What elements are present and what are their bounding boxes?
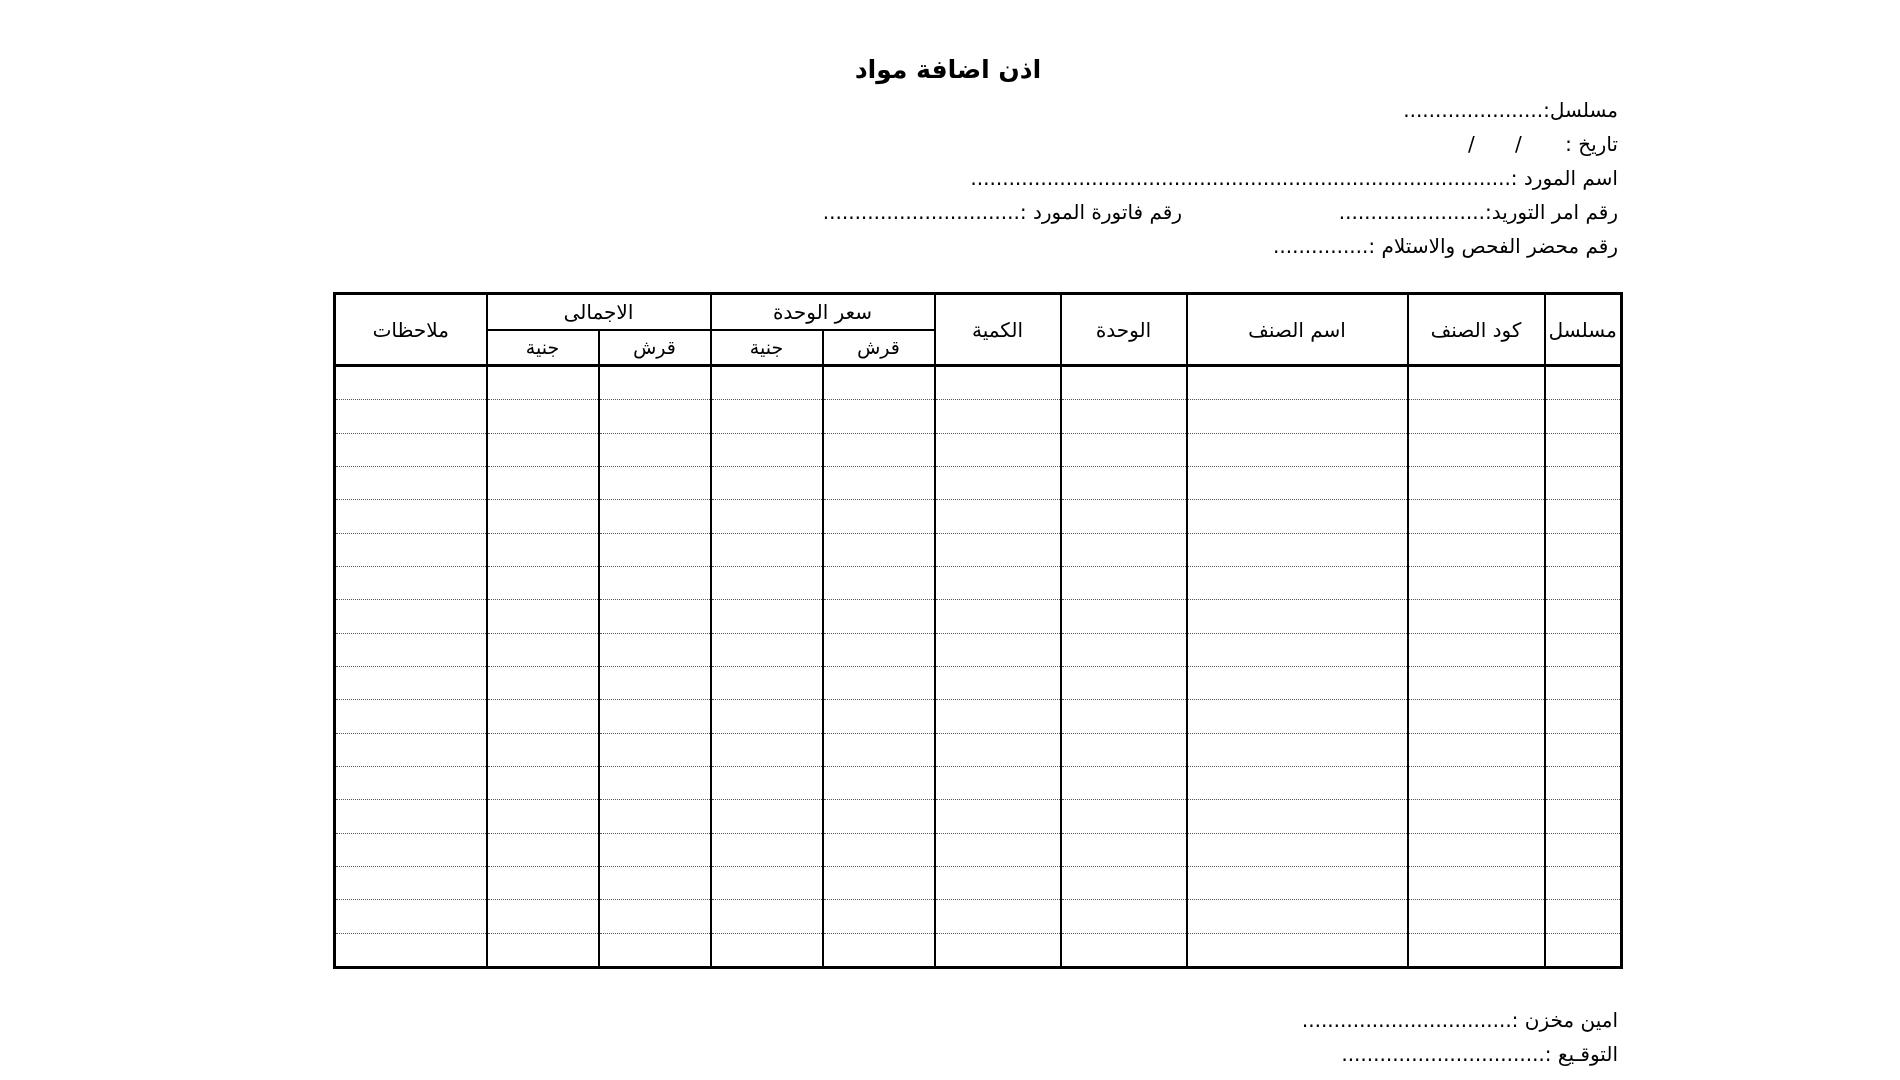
table-cell[interactable] [1408, 733, 1545, 766]
table-cell[interactable] [1187, 833, 1408, 866]
table-cell[interactable] [1545, 900, 1622, 933]
table-cell[interactable] [823, 900, 935, 933]
table-cell[interactable] [599, 433, 711, 466]
table-cell[interactable] [935, 533, 1061, 566]
supplier-invoice-text: رقم فاتورة المورد :............................... [822, 200, 1182, 224]
table-cell[interactable] [1545, 566, 1622, 599]
table-cell[interactable] [711, 500, 823, 533]
table-row [335, 633, 1622, 666]
table-cell[interactable] [711, 766, 823, 799]
table-cell[interactable] [935, 566, 1061, 599]
table-cell[interactable] [823, 733, 935, 766]
table-cell[interactable] [1408, 600, 1545, 633]
table-row [335, 366, 1622, 400]
table-cell[interactable] [1408, 833, 1545, 866]
table-cell[interactable] [487, 500, 599, 533]
table-cell[interactable] [1408, 433, 1545, 466]
table-cell[interactable] [823, 633, 935, 666]
header-unit: الوحدة [1061, 294, 1187, 366]
date-separator-1: / [1515, 132, 1522, 156]
date-separator-2: / [1468, 132, 1475, 156]
table-cell[interactable] [1408, 866, 1545, 899]
table-row [335, 666, 1622, 699]
table-cell[interactable] [823, 666, 935, 699]
table-cell[interactable] [935, 766, 1061, 799]
table-cell[interactable] [487, 366, 599, 400]
table-cell[interactable] [1187, 500, 1408, 533]
table-cell[interactable] [599, 733, 711, 766]
table-cell[interactable] [823, 466, 935, 499]
table-cell[interactable] [487, 700, 599, 733]
table-cell[interactable] [823, 500, 935, 533]
subheader-price-pound: جنية [711, 330, 823, 366]
table-cell[interactable] [1187, 566, 1408, 599]
table-cell[interactable] [935, 700, 1061, 733]
table-cell[interactable] [487, 933, 599, 967]
supply-order-field [1339, 197, 1618, 227]
table-cell[interactable] [1061, 766, 1187, 799]
table-cell[interactable] [487, 733, 599, 766]
table-row [335, 600, 1622, 633]
table-cell[interactable] [1545, 500, 1622, 533]
table-cell[interactable] [823, 933, 935, 967]
table-cell[interactable] [1545, 866, 1622, 899]
table-row [335, 766, 1622, 799]
table-cell[interactable] [711, 666, 823, 699]
table-row [335, 800, 1622, 833]
table-cell[interactable] [599, 633, 711, 666]
table-cell[interactable] [1061, 600, 1187, 633]
supplier-name-text: اسم المورد :..................................................................................... [970, 166, 1618, 190]
date-field [1565, 129, 1618, 159]
table-cell[interactable] [1408, 400, 1545, 433]
table-cell[interactable] [1545, 533, 1622, 566]
table-cell[interactable] [1187, 533, 1408, 566]
table-cell[interactable] [487, 666, 599, 699]
table-cell[interactable] [711, 600, 823, 633]
table-cell[interactable] [1187, 400, 1408, 433]
table-cell[interactable] [935, 400, 1061, 433]
table-cell[interactable] [1408, 533, 1545, 566]
storekeeper-text: امين مخزن :................................. [1301, 1008, 1618, 1032]
table-cell[interactable] [335, 866, 487, 899]
document-title: اذن اضافة مواد [854, 55, 1042, 84]
table-cell[interactable] [599, 566, 711, 599]
table-cell[interactable] [599, 600, 711, 633]
table-cell[interactable] [1408, 800, 1545, 833]
table-cell[interactable] [335, 600, 487, 633]
signature-field [1341, 1039, 1618, 1069]
table-cell[interactable] [1545, 700, 1622, 733]
table-cell[interactable] [711, 700, 823, 733]
table-cell[interactable] [823, 866, 935, 899]
table-cell[interactable] [335, 833, 487, 866]
table-cell[interactable] [335, 433, 487, 466]
table-row [335, 400, 1622, 433]
table-cell[interactable] [1408, 766, 1545, 799]
subheader-total-pound: جنية [487, 330, 599, 366]
table-cell[interactable] [1545, 766, 1622, 799]
table-cell[interactable] [599, 700, 711, 733]
table-cell[interactable] [1545, 933, 1622, 967]
table-cell[interactable] [1545, 400, 1622, 433]
table-cell[interactable] [335, 400, 487, 433]
table-cell[interactable] [1061, 500, 1187, 533]
table-cell[interactable] [935, 733, 1061, 766]
table-cell[interactable] [711, 633, 823, 666]
table-cell[interactable] [487, 533, 599, 566]
table-cell[interactable] [487, 633, 599, 666]
table-cell[interactable] [1408, 566, 1545, 599]
table-cell[interactable] [711, 833, 823, 866]
table-row [335, 466, 1622, 499]
subheader-total-piaster: قرش [599, 330, 711, 366]
table-cell[interactable] [335, 466, 487, 499]
table-cell[interactable] [711, 366, 823, 400]
table-cell[interactable] [599, 800, 711, 833]
table-cell[interactable] [1545, 466, 1622, 499]
table-cell[interactable] [335, 566, 487, 599]
table-cell[interactable] [935, 833, 1061, 866]
table-cell[interactable] [1187, 866, 1408, 899]
table-cell[interactable] [335, 533, 487, 566]
table-cell[interactable] [1061, 400, 1187, 433]
table-cell[interactable] [711, 866, 823, 899]
table-body [335, 366, 1622, 968]
table-cell[interactable] [335, 666, 487, 699]
table-cell[interactable] [1408, 633, 1545, 666]
table-cell[interactable] [335, 500, 487, 533]
header-quantity: الكمية [935, 294, 1061, 366]
table-row [335, 700, 1622, 733]
table-cell[interactable] [935, 666, 1061, 699]
table-cell[interactable] [487, 833, 599, 866]
header-total: الاجمالى [487, 294, 711, 331]
table-cell[interactable] [1408, 666, 1545, 699]
table-cell[interactable] [711, 566, 823, 599]
table-row [335, 433, 1622, 466]
table-cell[interactable] [1061, 533, 1187, 566]
table-cell[interactable] [711, 433, 823, 466]
signature-text: التوقـيع :................................ [1341, 1042, 1618, 1066]
table-cell[interactable] [823, 833, 935, 866]
table-cell[interactable] [335, 800, 487, 833]
table-cell[interactable] [935, 466, 1061, 499]
table-cell[interactable] [487, 866, 599, 899]
table-cell[interactable] [1545, 433, 1622, 466]
table-cell[interactable] [1408, 466, 1545, 499]
table-cell[interactable] [1408, 366, 1545, 400]
table-cell[interactable] [487, 800, 599, 833]
table-cell[interactable] [935, 800, 1061, 833]
table-cell[interactable] [335, 733, 487, 766]
table-cell[interactable] [711, 800, 823, 833]
table-cell[interactable] [1408, 933, 1545, 967]
table-cell[interactable] [487, 900, 599, 933]
header-item-code: كود الصنف [1408, 294, 1545, 366]
table-cell[interactable] [599, 666, 711, 699]
table-row [335, 500, 1622, 533]
table-cell[interactable] [1061, 633, 1187, 666]
table-cell[interactable] [1061, 433, 1187, 466]
table-row [335, 566, 1622, 599]
table-cell[interactable] [1545, 666, 1622, 699]
table-cell[interactable] [823, 800, 935, 833]
table-row [335, 533, 1622, 566]
table-cell[interactable] [823, 433, 935, 466]
table-cell[interactable] [1187, 800, 1408, 833]
table-cell[interactable] [1187, 366, 1408, 400]
table-cell[interactable] [487, 600, 599, 633]
table-cell[interactable] [1061, 800, 1187, 833]
table-cell[interactable] [823, 533, 935, 566]
table-row [335, 833, 1622, 866]
table-row [335, 866, 1622, 899]
table-cell[interactable] [1187, 433, 1408, 466]
table-cell[interactable] [711, 466, 823, 499]
table-cell[interactable] [335, 366, 487, 400]
table-row [335, 733, 1622, 766]
header-item-name: اسم الصنف [1187, 294, 1408, 366]
table-cell[interactable] [335, 933, 487, 967]
table-cell[interactable] [935, 366, 1061, 400]
table-cell[interactable] [599, 866, 711, 899]
table-cell[interactable] [335, 900, 487, 933]
table-cell[interactable] [487, 433, 599, 466]
table-cell[interactable] [823, 600, 935, 633]
table-cell[interactable] [1187, 733, 1408, 766]
serial-field [1403, 95, 1618, 125]
table-cell[interactable] [935, 500, 1061, 533]
table-cell[interactable] [599, 766, 711, 799]
table-cell[interactable] [823, 366, 935, 400]
table-cell[interactable] [935, 933, 1061, 967]
supply-order-text: رقم امر التوريد:....................... [1338, 200, 1618, 224]
table-cell[interactable] [935, 433, 1061, 466]
table-cell[interactable] [487, 566, 599, 599]
table-cell[interactable] [599, 366, 711, 400]
table-cell[interactable] [1187, 900, 1408, 933]
table-cell[interactable] [1545, 733, 1622, 766]
table-cell[interactable] [487, 400, 599, 433]
supplier-invoice-field [823, 197, 1182, 227]
table-cell[interactable] [935, 866, 1061, 899]
table-cell[interactable] [935, 900, 1061, 933]
table-cell[interactable] [599, 466, 711, 499]
table-cell[interactable] [599, 533, 711, 566]
table-cell[interactable] [711, 933, 823, 967]
table-cell[interactable] [823, 400, 935, 433]
table-cell[interactable] [1408, 500, 1545, 533]
table-cell[interactable] [1187, 600, 1408, 633]
table-cell[interactable] [1408, 900, 1545, 933]
table-cell[interactable] [1187, 700, 1408, 733]
table-cell[interactable] [1408, 700, 1545, 733]
table-cell[interactable] [823, 566, 935, 599]
table-cell[interactable] [1545, 833, 1622, 866]
inspection-report-text: رقم محضر الفحص والاستلام :............... [1273, 234, 1618, 258]
table-row [335, 933, 1622, 967]
table-cell[interactable] [1061, 566, 1187, 599]
items-table [333, 292, 1623, 969]
table-row [335, 900, 1622, 933]
table-cell[interactable] [599, 500, 711, 533]
supplier-name-field [970, 163, 1618, 193]
table-cell[interactable] [1061, 700, 1187, 733]
header-unit-price: سعر الوحدة [711, 294, 935, 331]
table-cell[interactable] [335, 700, 487, 733]
table-cell[interactable] [487, 766, 599, 799]
storekeeper-field [1302, 1005, 1618, 1035]
table-cell[interactable] [1187, 666, 1408, 699]
table-cell[interactable] [1545, 366, 1622, 400]
table-cell[interactable] [487, 466, 599, 499]
table-cell[interactable] [935, 633, 1061, 666]
table-cell[interactable] [935, 600, 1061, 633]
table-cell[interactable] [1061, 466, 1187, 499]
table-cell[interactable] [711, 733, 823, 766]
table-cell[interactable] [599, 400, 711, 433]
table-cell[interactable] [1545, 633, 1622, 666]
table-cell[interactable] [1187, 766, 1408, 799]
header-notes: ملاحظات [335, 294, 487, 366]
table-cell[interactable] [599, 833, 711, 866]
table-cell[interactable] [1545, 600, 1622, 633]
table-cell[interactable] [711, 533, 823, 566]
table-cell[interactable] [823, 766, 935, 799]
serial-text: مسلسل:...................... [1403, 98, 1618, 122]
table-cell[interactable] [1061, 833, 1187, 866]
table-cell[interactable] [1061, 933, 1187, 967]
header-serial: مسلسل [1545, 294, 1622, 366]
table-cell[interactable] [1061, 900, 1187, 933]
table-cell[interactable] [1545, 800, 1622, 833]
table-cell[interactable] [823, 700, 935, 733]
table-cell[interactable] [711, 900, 823, 933]
table-cell[interactable] [1061, 866, 1187, 899]
table-cell[interactable] [1061, 733, 1187, 766]
table-cell[interactable] [1187, 633, 1408, 666]
date-label: تاريخ : [1565, 132, 1618, 156]
table-cell[interactable] [1061, 366, 1187, 400]
table-cell[interactable] [1187, 466, 1408, 499]
table-cell[interactable] [335, 766, 487, 799]
subheader-price-piaster: قرش [823, 330, 935, 366]
table-cell[interactable] [1187, 933, 1408, 967]
inspection-report-field [1273, 231, 1618, 261]
table-cell[interactable] [599, 933, 711, 967]
table-cell[interactable] [711, 400, 823, 433]
table-cell[interactable] [599, 900, 711, 933]
table-cell[interactable] [335, 633, 487, 666]
table-cell[interactable] [1061, 666, 1187, 699]
